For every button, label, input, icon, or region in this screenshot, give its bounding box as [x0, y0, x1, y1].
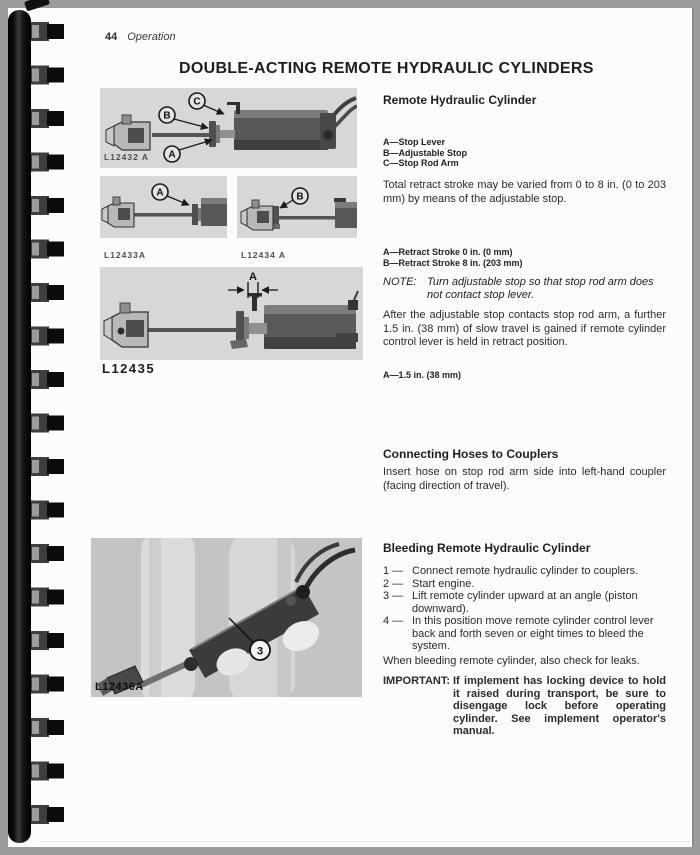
step-number: 4 —: [383, 615, 404, 627]
step-text: Connect remote hydraulic cylinder to couplers.: [412, 565, 639, 577]
list-item: [383, 615, 666, 653]
comb-binding-teeth: [47, 24, 64, 825]
callout-letter-b: B: [163, 110, 171, 122]
figure-caption: L12435: [102, 361, 156, 376]
figure-bleeding-photo: [91, 538, 362, 697]
legend-line: A—Retract Stroke 0 in. (0 mm): [383, 247, 513, 257]
legend-line: A—Stop Lever: [383, 137, 446, 147]
legend-line: B—Retract Stroke 8 in. (203 mm): [383, 257, 523, 268]
figure-caption: L12433A: [104, 250, 146, 260]
remote-cylinder-heading: Remote Hydraulic Cylinder: [383, 93, 537, 107]
comb-binding-highlight: [32, 22, 39, 827]
list-item: [383, 565, 666, 578]
cylinder-line-art: [100, 176, 227, 238]
cylinder-line-art: [100, 267, 363, 360]
note-text: Turn adjustable stop so that stop rod arm does not contact stop lever.: [427, 276, 654, 301]
page-title: DOUBLE-ACTING REMOTE HYDRAULIC CYLINDERS: [179, 60, 594, 77]
legend-line: C—Stop Rod Arm: [383, 158, 459, 168]
figure-caption: L12434 A: [241, 250, 287, 260]
running-header: [105, 31, 176, 43]
callout-number-3: 3: [256, 645, 264, 658]
bleeding-heading: Bleeding Remote Hydraulic Cylinder: [383, 541, 591, 555]
callout-letter-a: A: [156, 187, 164, 199]
figure-retract-stroke-8: [237, 176, 357, 238]
important-text: If implement has locking device to hold it raised during transport, be sure to disengage lock before operating cylinder. See implement operator's manual.: [453, 675, 666, 738]
bleeding-photo-art: [91, 538, 362, 697]
step-text: Start engine.: [412, 577, 475, 590]
step-text: Lift remote cylinder upward at an angle (piston downward).: [412, 590, 638, 615]
check-leaks-paragraph: When bleeding remote cylinder, also check for leaks.: [383, 655, 640, 667]
callout-letter-c: C: [193, 96, 201, 108]
dimension-legend: A—1.5 in. (38 mm): [383, 370, 462, 380]
note-block: [383, 276, 666, 301]
step-number: 1 —: [383, 565, 404, 577]
connecting-hoses-paragraph: Insert hose on stop rod arm side into left-hand coupler (facing direction of travel).: [383, 466, 666, 492]
connecting-hoses-heading: Connecting Hoses to Couplers: [383, 447, 559, 461]
step-text: In this position move remote cylinder control lever back and forth seven or eight times to bleed the system.: [412, 615, 654, 652]
legend-line: B—Adjustable Stop: [383, 147, 468, 158]
retract-stroke-paragraph: Total retract stroke may be varied from 0 to 8 in. (0 to 203 mm) by means of the adjustable stop.: [383, 179, 666, 205]
figure-retract-stroke-0: [100, 176, 227, 238]
list-item: [383, 578, 666, 591]
step-number: 3 —: [383, 590, 404, 602]
figure-caption: L12432 A: [104, 152, 150, 162]
note-label: NOTE:: [383, 276, 417, 288]
page-number: 44: [105, 31, 118, 43]
important-label: IMPORTANT:: [383, 675, 451, 687]
comb-binding-spine: [8, 10, 31, 843]
important-block: [383, 675, 666, 738]
figure-slow-travel-dimension: [100, 267, 363, 360]
cylinder-line-art: [237, 176, 357, 238]
callout-letter-a: A: [168, 149, 176, 161]
stop-legend: [383, 137, 666, 169]
section-name: Operation: [127, 31, 176, 43]
retract-stroke-legend: [383, 247, 666, 268]
list-item: [383, 590, 666, 615]
dimension-label-a: A: [249, 271, 257, 283]
figure-caption: L12436A: [95, 681, 144, 693]
slow-travel-paragraph: After the adjustable stop contacts stop rod arm, a further 1.5 in. (38 mm) of slow travel is gained if remote cylinder control lever is held in retract position.: [383, 309, 666, 348]
bleeding-steps-list: [383, 565, 666, 653]
page-edge-shadow: [40, 841, 690, 842]
callout-letter-b: B: [296, 191, 304, 203]
step-number: 2 —: [383, 577, 404, 590]
